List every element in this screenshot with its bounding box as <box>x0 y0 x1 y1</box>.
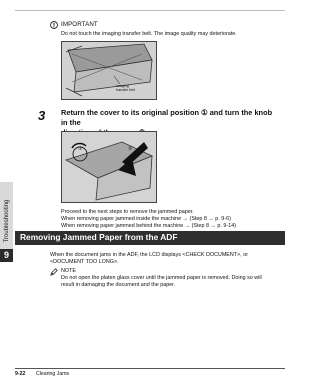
callout-1: ① <box>78 146 83 152</box>
important-text: Do not touch the imaging transfer belt. The image quality may deteriorate. <box>61 31 237 37</box>
cover-knob-illustration <box>62 132 156 202</box>
imaging-belt-figure <box>61 41 157 100</box>
important-icon <box>50 21 58 29</box>
note-label: NOTE <box>61 268 76 274</box>
behind-machine-reference: When removing paper jammed behind the machine → (Step 8 → p. 9-14) <box>61 223 236 229</box>
cover-knob-figure <box>61 131 157 203</box>
step-line-1: Return the cover to its original position ① and turn the knob in the <box>61 108 273 127</box>
note-line-1: Do not open the platen glass cover until the jammed paper is removed. Doing so will <box>61 275 262 281</box>
section-text-line-1: When the document jams in the ADF, the LCD displays <CHECK DOCUMENT>, or <box>50 252 249 258</box>
section-text-line-2: <DOCUMENT TOO LONG>. <box>50 259 119 265</box>
callout-2: ② <box>128 146 133 152</box>
imaging-belt-illustration <box>62 42 156 99</box>
section-side-label: Troubleshooting <box>4 199 10 243</box>
figure-label-line1: Imaging <box>116 84 129 88</box>
chapter-number: 9 <box>0 249 13 262</box>
figure-label-belt <box>116 84 135 92</box>
footer-title: Clearing Jams <box>36 371 70 377</box>
section-title: Removing Jammed Paper from the ADF <box>20 232 178 242</box>
figure-label-line2: transfer belt <box>116 88 135 92</box>
inside-machine-reference: When removing paper jammed inside the machine → (Step 8 → p. 9-6) <box>61 216 231 222</box>
footer-rule <box>15 368 285 369</box>
page-number: 9-22 <box>15 371 26 377</box>
note-line-2: result in damaging the document and the paper. <box>61 282 176 288</box>
header-rule <box>15 10 285 11</box>
important-label: IMPORTANT <box>61 21 98 28</box>
proceed-text: Proceed to the next steps to remove the jammed paper. <box>61 209 194 215</box>
step-number: 3 <box>38 108 46 123</box>
note-pencil-icon <box>50 268 58 276</box>
